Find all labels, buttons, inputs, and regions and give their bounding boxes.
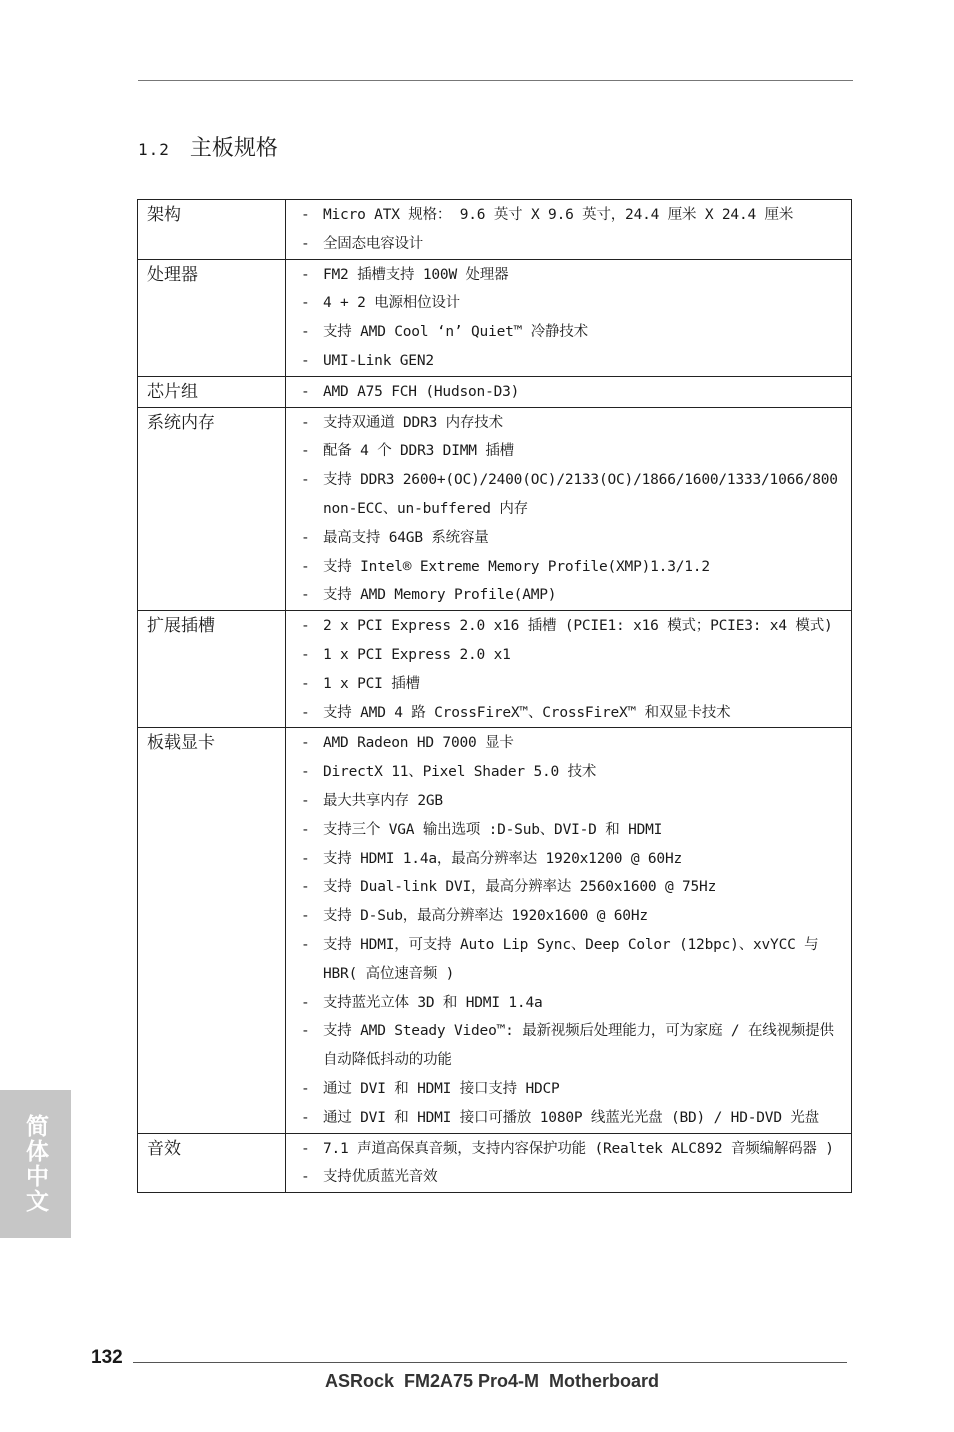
bullet-dash: - [301,558,310,575]
spec-item [301,201,843,230]
spec-row [138,259,852,376]
language-tab [0,1090,71,1238]
spec-row [138,407,852,611]
spec-item [301,524,843,553]
bullet-dash: - [301,850,310,867]
spec-item-text: FM2 插槽支持 100W 处理器 [323,266,509,283]
spec-item [301,318,843,347]
spec-item [301,758,843,787]
bullet-dash: - [301,704,310,721]
spec-item-text: 支持蓝光立体 3D 和 HDMI 1.4a [323,994,543,1011]
spec-item-text: AMD A75 FCH (Hudson-D3) [323,383,520,400]
bullet-dash: - [301,383,310,400]
bullet-dash: - [301,1023,310,1040]
bullet-dash: - [301,207,310,223]
bullet-dash: - [301,821,310,838]
spec-items [286,1133,852,1193]
bullet-dash: - [301,472,310,489]
spec-item [301,261,843,290]
spec-item-text: 支持 Dual-link DVI，最高分辨率达 2560x1600 @ 75Hz [323,879,717,896]
spec-item [301,466,843,524]
spec-category: 系统内存 [138,407,286,611]
language-tab-label: 简体中文 [22,1114,49,1214]
bullet-dash: - [301,1109,310,1126]
spec-item [301,816,843,845]
spec-category: 芯片组 [138,376,286,407]
bullet-dash: - [301,675,310,692]
spec-category: 处理器 [138,259,286,376]
spec-items [286,407,852,611]
spec-items [286,200,852,260]
spec-item [301,845,843,874]
spec-table [137,199,852,1193]
bullet-dash: - [301,414,310,431]
bullet-dash: - [301,936,310,953]
spec-item-text: 支持 HDMI 1.4a，最高分辨率达 1920x1200 @ 60Hz [323,850,683,867]
bullet-dash: - [301,352,310,369]
spec-item [301,670,843,699]
spec-item [301,1075,843,1104]
spec-item-text: 支持 AMD Steady Video™: 最新视频后处理能力，可为家庭 / 在线视频提供自动降低抖动的功能 [323,1023,834,1069]
spec-item [301,641,843,670]
bullet-dash: - [301,1080,310,1097]
spec-item-text: 支持双通道 DDR3 内存技术 [323,414,503,431]
spec-item-text: 支持 HDMI，可支持 Auto Lip Sync、Deep Color (12bpc)、xvYCC 与 HBR( 高位速音频 ) [323,936,819,982]
spec-items [286,728,852,1133]
spec-item [301,787,843,816]
bullet-dash: - [301,879,310,896]
spec-category: 音效 [138,1133,286,1193]
spec-row [138,1133,852,1193]
spec-item-text: 通过 DVI 和 HDMI 接口支持 HDCP [323,1080,560,1097]
spec-item [301,612,843,641]
spec-item-text: 通过 DVI 和 HDMI 接口可播放 1080P 线蓝光光盘 (BD) / HD-DVD 光盘 [323,1109,819,1126]
page-number: 132 [91,1347,123,1368]
spec-row [138,376,852,407]
spec-item [301,289,843,318]
spec-item [301,989,843,1018]
bullet-dash: - [301,1169,310,1186]
spec-item [301,1163,843,1192]
spec-item-text: 支持 DDR3 2600+(OC)/2400(OC)/2133(OC)/1866/1600/1333/1066/800 non-ECC、un-buffered 内存 [323,472,838,517]
bullet-dash: - [301,764,310,781]
spec-item-text: Micro ATX 规格： 9.6 英寸 X 9.6 英寸，24.4 厘米 X 24.4 厘米 [323,207,794,223]
spec-item-text: AMD Radeon HD 7000 显卡 [323,735,514,752]
spec-items [286,259,852,376]
bullet-dash: - [301,646,310,663]
spec-category: 板载显卡 [138,728,286,1133]
section-title-text: 主板规格 [189,136,278,161]
spec-item-text: 4 + 2 电源相位设计 [323,295,460,312]
bullet-dash: - [301,908,310,925]
bullet-dash: - [301,792,310,809]
spec-category: 架构 [138,200,286,260]
spec-item [301,347,843,376]
spec-item [301,699,843,728]
spec-item-text: DirectX 11、Pixel Shader 5.0 技术 [323,764,597,781]
bullet-dash: - [301,1140,310,1157]
bullet-dash: - [301,994,310,1011]
section-title [138,134,278,165]
spec-item [301,1017,843,1075]
spec-row [138,200,852,260]
spec-item-text: 支持 AMD 4 路 CrossFireX™、CrossFireX™ 和双显卡技术 [323,704,731,721]
spec-item [301,378,843,407]
bullet-dash: - [301,443,310,460]
bullet-dash: - [301,618,310,635]
spec-item [301,1135,843,1164]
footer-title: ASRock FM2A75 Pro4-M Motherboard [325,1371,660,1391]
spec-items [286,611,852,728]
spec-item-text: 支持 D-Sub，最高分辨率达 1920x1600 @ 60Hz [323,908,648,925]
bullet-dash: - [301,587,310,604]
spec-item [301,931,843,989]
spec-row [138,611,852,728]
spec-items [286,376,852,407]
spec-item [301,902,843,931]
bottom-rule [133,1362,847,1363]
spec-row [138,728,852,1133]
spec-item-text: 2 x PCI Express 2.0 x16 插槽 (PCIE1: x16 模式；PCIE3: x4 模式) [323,618,833,635]
spec-item-text: 最大共享内存 2GB [323,792,443,809]
spec-category: 扩展插槽 [138,611,286,728]
spec-item [301,230,843,259]
spec-item [301,729,843,758]
bullet-dash: - [301,735,310,752]
spec-item [301,409,843,438]
spec-item [301,873,843,902]
spec-item-text: 配备 4 个 DDR3 DIMM 插槽 [323,443,514,460]
spec-item-text: 1 x PCI 插槽 [323,675,420,692]
spec-item-text: 最高支持 64GB 系统容量 [323,529,489,546]
spec-item [301,437,843,466]
spec-item-text: 全固态电容设计 [323,235,424,252]
bullet-dash: - [301,235,310,252]
spec-item-text: UMI-Link GEN2 [323,352,434,369]
spec-item-text: 7.1 声道高保真音频，支持内容保护功能 (Realtek ALC892 音频编解码器 ) [323,1140,834,1157]
top-rule [138,80,853,81]
bullet-dash: - [301,324,310,341]
spec-item-text: 支持三个 VGA 输出选项 :D-Sub、DVI-D 和 HDMI [323,821,663,838]
spec-item-text: 支持优质蓝光音效 [323,1169,438,1186]
bullet-dash: - [301,295,310,312]
spec-item [301,581,843,610]
section-number: 1.2 [138,140,170,159]
spec-item-text: 1 x PCI Express 2.0 x1 [323,646,511,663]
spec-item [301,1104,843,1133]
spec-item [301,553,843,582]
spec-item-text: 支持 AMD Cool ‘n’ Quiet™ 冷静技术 [323,324,588,341]
spec-item-text: 支持 AMD Memory Profile(AMP) [323,587,557,604]
spec-item-text: 支持 Intel® Extreme Memory Profile(XMP)1.3/1.2 [323,558,710,575]
bullet-dash: - [301,266,310,283]
bullet-dash: - [301,529,310,546]
